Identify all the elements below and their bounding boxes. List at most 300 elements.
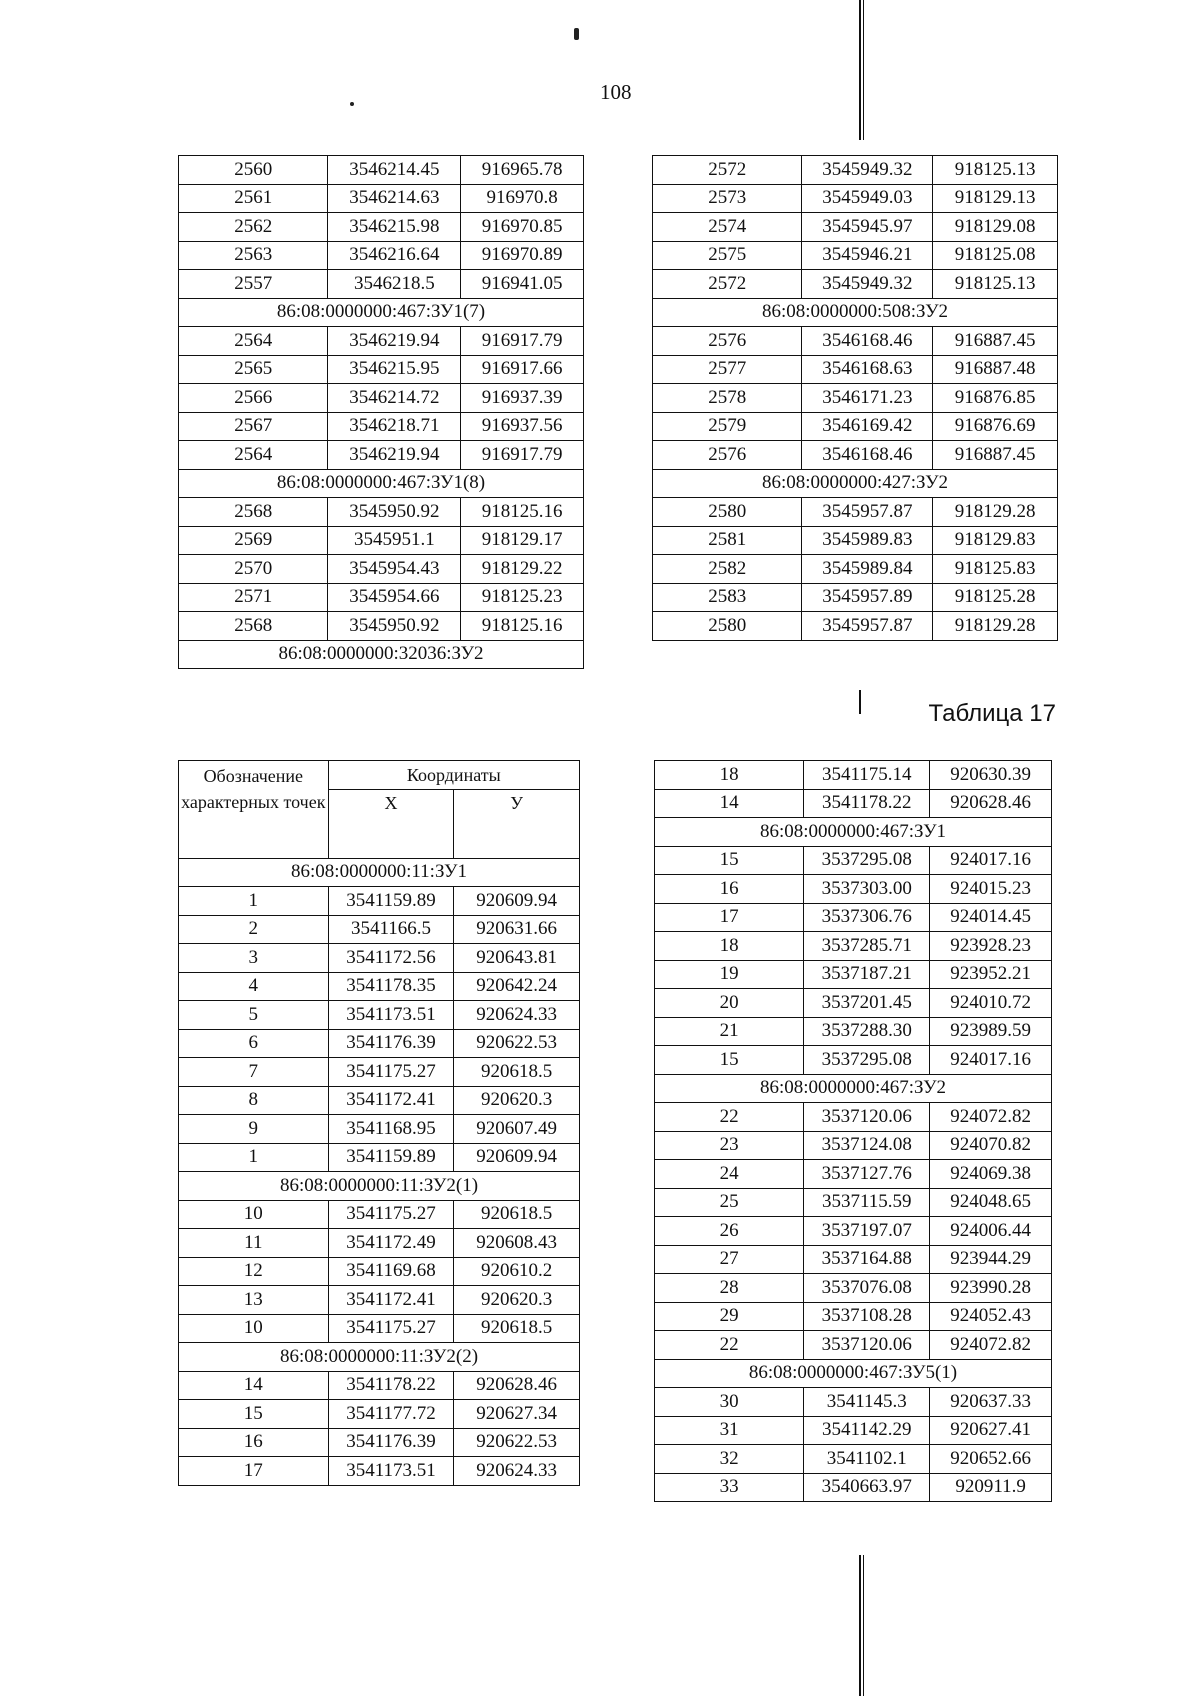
x-coordinate: 3541159.89 [328,1143,454,1172]
point-number: 6 [179,1029,329,1058]
y-coordinate: 918129.13 [933,184,1058,213]
x-coordinate: 3537285.71 [804,932,930,961]
y-coordinate: 918125.08 [933,241,1058,270]
point-number: 20 [655,989,804,1018]
y-coordinate: 920630.39 [930,761,1052,790]
cadastral-number: 86:08:0000000:11:ЗУ1 [179,858,580,887]
y-coordinate: 924017.16 [930,1046,1052,1075]
x-coordinate: 3541166.5 [328,915,454,944]
point-number: 21 [655,1017,804,1046]
cadastral-number: 86:08:0000000:467:ЗУ1(7) [179,298,584,327]
point-number: 14 [179,1371,329,1400]
x-coordinate: 3545946.21 [802,241,933,270]
page-number: 108 [600,80,632,104]
section-row [179,469,584,498]
x-coordinate: 3541173.51 [328,1457,454,1486]
table-row [179,1058,580,1087]
table-row [179,944,580,973]
point-number: 2 [179,915,329,944]
x-coordinate: 3546219.94 [328,327,461,356]
x-coordinate: 3537164.88 [804,1245,930,1274]
x-coordinate: 3545950.92 [328,498,461,527]
section-row [179,1172,580,1201]
y-coordinate: 920609.94 [454,887,580,916]
point-number: 24 [655,1160,804,1189]
point-number: 19 [655,960,804,989]
table-row [653,555,1058,584]
points-column-header: Обозначение характерных точек [179,761,329,859]
y-coordinate: 918125.83 [933,555,1058,584]
point-number: 33 [655,1473,804,1502]
point-number: 18 [655,932,804,961]
x-coordinate: 3537120.06 [804,1331,930,1360]
section-row [655,818,1052,847]
x-coordinate: 3537120.06 [804,1103,930,1132]
table-row [653,270,1058,299]
point-number: 16 [655,875,804,904]
x-coordinate: 3545950.92 [328,612,461,641]
table-row [179,241,584,270]
y-coordinate: 924014.45 [930,903,1052,932]
table-row [655,1046,1052,1075]
table-row [179,1143,580,1172]
y-coordinate: 920610.2 [454,1257,580,1286]
y-coordinate: 916917.79 [461,441,584,470]
x-coordinate: 3537115.59 [804,1188,930,1217]
x-coordinate: 3537127.76 [804,1160,930,1189]
cadastral-number: 86:08:0000000:32036:ЗУ2 [179,640,584,669]
table-row [179,526,584,555]
x-coordinate: 3545989.84 [802,555,933,584]
table-row [655,1416,1052,1445]
y-coordinate: 916970.8 [461,184,584,213]
y-coordinate: 918129.28 [933,498,1058,527]
y-coordinate: 920622.53 [454,1428,580,1457]
x-coordinate: 3546168.63 [802,355,933,384]
x-coordinate: 3541142.29 [804,1416,930,1445]
y-coordinate: 920627.34 [454,1400,580,1429]
table-row [179,412,584,441]
x-coordinate: 3541176.39 [328,1029,454,1058]
x-coordinate: 3541176.39 [328,1428,454,1457]
table-row [655,932,1052,961]
point-number: 2567 [179,412,328,441]
point-number: 2570 [179,555,328,584]
y-coordinate: 920620.3 [454,1086,580,1115]
table-row [179,498,584,527]
point-number: 10 [179,1314,329,1343]
x-coordinate: 3545951.1 [328,526,461,555]
table-row [179,1029,580,1058]
y-coordinate: 916965.78 [461,156,584,185]
table-row [179,915,580,944]
point-number: 1 [179,887,329,916]
y-coordinate: 920628.46 [454,1371,580,1400]
y-coordinate: 916937.56 [461,412,584,441]
y-coordinate: 920628.46 [930,789,1052,818]
table-row [655,1302,1052,1331]
table-row [653,213,1058,242]
x-coordinate: 3541175.27 [328,1314,454,1343]
section-row [179,1343,580,1372]
table-row [653,526,1058,555]
table-row [653,184,1058,213]
point-number: 17 [655,903,804,932]
x-coordinate: 3546168.46 [802,441,933,470]
table-row [655,1160,1052,1189]
table-row [653,384,1058,413]
point-number: 2576 [653,441,802,470]
point-number: 15 [655,846,804,875]
point-number: 2568 [179,612,328,641]
table-row [653,156,1058,185]
coordinates-table-bottom-right [654,760,1052,1502]
table-caption: Таблица 17 [928,700,1056,727]
point-number: 2569 [179,526,328,555]
table-row [179,355,584,384]
y-coordinate: 918125.13 [933,156,1058,185]
x-coordinate: 3537197.07 [804,1217,930,1246]
table-row [179,1200,580,1229]
scan-margin-line [859,0,861,140]
y-coordinate: 920643.81 [454,944,580,973]
table-row [179,1314,580,1343]
y-coordinate: 918129.83 [933,526,1058,555]
y-coordinate: 916970.89 [461,241,584,270]
x-coordinate: 3545949.03 [802,184,933,213]
y-coordinate: 916876.85 [933,384,1058,413]
point-number: 28 [655,1274,804,1303]
table-row [655,960,1052,989]
point-number: 23 [655,1131,804,1160]
y-coordinate: 920652.66 [930,1445,1052,1474]
table-row [655,903,1052,932]
table-row [655,1017,1052,1046]
point-number: 2580 [653,612,802,641]
y-coordinate: 920627.41 [930,1416,1052,1445]
y-coordinate: 920624.33 [454,1001,580,1030]
y-coordinate: 920642.24 [454,972,580,1001]
point-number: 2577 [653,355,802,384]
x-coordinate: 3541159.89 [328,887,454,916]
point-number: 29 [655,1302,804,1331]
point-number: 13 [179,1286,329,1315]
y-coordinate: 920609.94 [454,1143,580,1172]
table-row [653,612,1058,641]
cadastral-number: 86:08:0000000:467:ЗУ1 [655,818,1052,847]
table-row [655,1274,1052,1303]
table-row [179,1001,580,1030]
x-coordinate: 3545945.97 [802,213,933,242]
point-number: 22 [655,1331,804,1360]
x-coordinate: 3541102.1 [804,1445,930,1474]
table-row [179,1229,580,1258]
point-number: 2571 [179,583,328,612]
x-coordinate: 3546214.72 [328,384,461,413]
y-coordinate: 920618.5 [454,1200,580,1229]
table-row [655,1188,1052,1217]
table-row [653,583,1058,612]
point-number: 22 [655,1103,804,1132]
y-coordinate: 920620.3 [454,1286,580,1315]
x-coordinate: 3541172.56 [328,944,454,973]
point-number: 25 [655,1188,804,1217]
x-coordinate: 3541178.22 [804,789,930,818]
coordinates-header: Координаты [328,761,579,790]
y-column-header: У [454,789,580,858]
point-number: 2573 [653,184,802,213]
table-row [655,989,1052,1018]
point-number: 2565 [179,355,328,384]
table-row [179,213,584,242]
x-coordinate: 3541173.51 [328,1001,454,1030]
point-number: 10 [179,1200,329,1229]
y-coordinate: 924017.16 [930,846,1052,875]
x-coordinate: 3545957.87 [802,612,933,641]
table-row [179,441,584,470]
y-coordinate: 924010.72 [930,989,1052,1018]
y-coordinate: 924069.38 [930,1160,1052,1189]
table-row [655,846,1052,875]
point-number: 31 [655,1416,804,1445]
x-coordinate: 3545949.32 [802,156,933,185]
y-coordinate: 923990.28 [930,1274,1052,1303]
y-coordinate: 918125.23 [461,583,584,612]
point-number: 12 [179,1257,329,1286]
x-coordinate: 3537295.08 [804,846,930,875]
point-number: 32 [655,1445,804,1474]
section-row [655,1074,1052,1103]
x-coordinate: 3545949.32 [802,270,933,299]
table-row [653,241,1058,270]
point-number: 2575 [653,241,802,270]
table-row [179,1457,580,1486]
x-coordinate: 3545954.66 [328,583,461,612]
table-row [653,498,1058,527]
y-coordinate: 924070.82 [930,1131,1052,1160]
table-row [179,327,584,356]
section-row [653,298,1058,327]
point-number: 2572 [653,270,802,299]
x-coordinate: 3546218.5 [328,270,461,299]
point-number: 2581 [653,526,802,555]
y-coordinate: 918125.16 [461,498,584,527]
x-coordinate: 3541178.35 [328,972,454,1001]
cadastral-number: 86:08:0000000:467:ЗУ1(8) [179,469,584,498]
y-coordinate: 924006.44 [930,1217,1052,1246]
table-row [179,612,584,641]
coordinates-table-top-right [652,155,1058,641]
x-coordinate: 3537076.08 [804,1274,930,1303]
point-number: 7 [179,1058,329,1087]
y-coordinate: 918129.22 [461,555,584,584]
table-row [653,327,1058,356]
table-row [655,1473,1052,1502]
table-row [653,412,1058,441]
x-coordinate: 3537108.28 [804,1302,930,1331]
x-coordinate: 3545954.43 [328,555,461,584]
scan-dot [350,102,354,106]
table-row [179,270,584,299]
table-row [179,184,584,213]
scan-margin-line [859,1555,861,1696]
y-coordinate: 920624.33 [454,1457,580,1486]
point-number: 9 [179,1115,329,1144]
point-number: 2568 [179,498,328,527]
cadastral-number: 86:08:0000000:427:ЗУ2 [653,469,1058,498]
table-row [179,1400,580,1429]
point-number: 26 [655,1217,804,1246]
x-coordinate: 3546169.42 [802,412,933,441]
point-number: 2561 [179,184,328,213]
table-row [179,1086,580,1115]
point-number: 2564 [179,441,328,470]
x-coordinate: 3541168.95 [328,1115,454,1144]
scan-margin-line [863,0,864,140]
y-coordinate: 924052.43 [930,1302,1052,1331]
x-coordinate: 3546214.63 [328,184,461,213]
scan-margin-line [863,1555,864,1696]
coordinates-table-bottom-left [178,760,580,1486]
x-coordinate: 3546215.98 [328,213,461,242]
x-coordinate: 3541175.14 [804,761,930,790]
y-coordinate: 918129.28 [933,612,1058,641]
table-row [179,887,580,916]
point-number: 27 [655,1245,804,1274]
x-coordinate: 3546216.64 [328,241,461,270]
x-coordinate: 3546214.45 [328,156,461,185]
table-row [655,1245,1052,1274]
point-number: 2560 [179,156,328,185]
x-column-header: Х [328,789,454,858]
y-coordinate: 924072.82 [930,1331,1052,1360]
x-coordinate: 3546171.23 [802,384,933,413]
y-coordinate: 916917.79 [461,327,584,356]
x-coordinate: 3537124.08 [804,1131,930,1160]
x-coordinate: 3541175.27 [328,1200,454,1229]
point-number: 2562 [179,213,328,242]
x-coordinate: 3541175.27 [328,1058,454,1087]
x-coordinate: 3541172.49 [328,1229,454,1258]
y-coordinate: 923928.23 [930,932,1052,961]
y-coordinate: 920618.5 [454,1314,580,1343]
y-coordinate: 920608.43 [454,1229,580,1258]
y-coordinate: 916937.39 [461,384,584,413]
point-number: 4 [179,972,329,1001]
x-coordinate: 3545957.89 [802,583,933,612]
point-number: 2566 [179,384,328,413]
x-coordinate: 3537187.21 [804,960,930,989]
scan-dot [574,28,579,40]
table-row [655,1445,1052,1474]
table-row [179,1371,580,1400]
x-coordinate: 3537295.08 [804,1046,930,1075]
table-row [655,1388,1052,1417]
point-number: 2576 [653,327,802,356]
scan-mark [859,690,861,714]
y-coordinate: 916887.45 [933,441,1058,470]
y-coordinate: 920618.5 [454,1058,580,1087]
point-number: 30 [655,1388,804,1417]
cadastral-number: 86:08:0000000:11:ЗУ2(1) [179,1172,580,1201]
point-number: 14 [655,789,804,818]
x-coordinate: 3537306.76 [804,903,930,932]
table-row [653,441,1058,470]
x-coordinate: 3546215.95 [328,355,461,384]
table-row [655,1217,1052,1246]
point-number: 17 [179,1457,329,1486]
cadastral-number: 86:08:0000000:467:ЗУ2 [655,1074,1052,1103]
y-coordinate: 918125.16 [461,612,584,641]
y-coordinate: 918129.08 [933,213,1058,242]
point-number: 2574 [653,213,802,242]
y-coordinate: 920637.33 [930,1388,1052,1417]
table-row [179,1115,580,1144]
x-coordinate: 3537201.45 [804,989,930,1018]
table-row [655,761,1052,790]
point-number: 2579 [653,412,802,441]
table-row [179,156,584,185]
point-number: 15 [179,1400,329,1429]
section-row [179,298,584,327]
y-coordinate: 924072.82 [930,1103,1052,1132]
point-number: 2578 [653,384,802,413]
section-row [179,640,584,669]
point-number: 15 [655,1046,804,1075]
y-coordinate: 920622.53 [454,1029,580,1058]
y-coordinate: 916876.69 [933,412,1058,441]
point-number: 5 [179,1001,329,1030]
x-coordinate: 3541178.22 [328,1371,454,1400]
point-number: 11 [179,1229,329,1258]
point-number: 18 [655,761,804,790]
y-coordinate: 924015.23 [930,875,1052,904]
y-coordinate: 916941.05 [461,270,584,299]
y-coordinate: 916970.85 [461,213,584,242]
x-coordinate: 3537288.30 [804,1017,930,1046]
table-row [179,1257,580,1286]
cadastral-number: 86:08:0000000:467:ЗУ5(1) [655,1359,1052,1388]
y-coordinate: 923952.21 [930,960,1052,989]
x-coordinate: 3537303.00 [804,875,930,904]
y-coordinate: 916887.48 [933,355,1058,384]
x-coordinate: 3546218.71 [328,412,461,441]
y-coordinate: 918129.17 [461,526,584,555]
point-number: 2564 [179,327,328,356]
table-row [179,555,584,584]
x-coordinate: 3541169.68 [328,1257,454,1286]
point-number: 2572 [653,156,802,185]
point-number: 3 [179,944,329,973]
y-coordinate: 916917.66 [461,355,584,384]
table-row [655,1103,1052,1132]
table-row [653,355,1058,384]
y-coordinate: 920607.49 [454,1115,580,1144]
x-coordinate: 3546168.46 [802,327,933,356]
x-coordinate: 3546219.94 [328,441,461,470]
x-coordinate: 3545989.83 [802,526,933,555]
table-row [655,1131,1052,1160]
point-number: 2583 [653,583,802,612]
table-row [179,384,584,413]
x-coordinate: 3541145.3 [804,1388,930,1417]
y-coordinate: 924048.65 [930,1188,1052,1217]
x-coordinate: 3540663.97 [804,1473,930,1502]
point-number: 1 [179,1143,329,1172]
table-row [179,583,584,612]
point-number: 2580 [653,498,802,527]
point-number: 2582 [653,555,802,584]
